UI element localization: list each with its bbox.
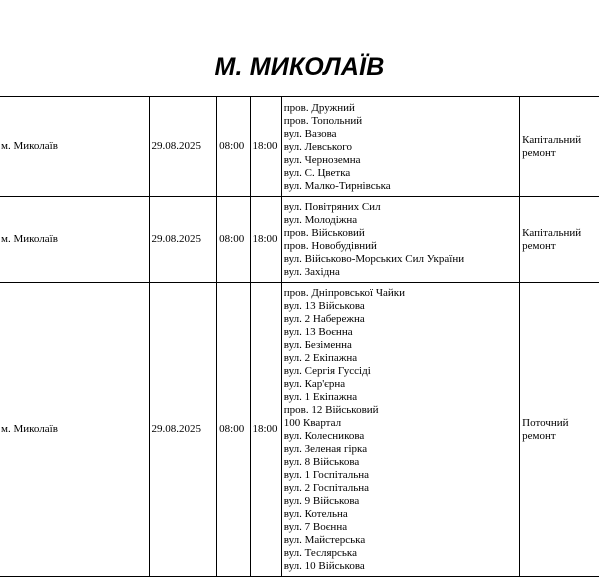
street-item: вул. 1 Екіпажна <box>283 390 358 403</box>
street-item: вул. 1 Госпітальна <box>283 468 370 481</box>
start-time-cell: 08:00 <box>217 197 250 283</box>
street-item: вул. Малко-Тирнівська <box>283 179 391 192</box>
work-type-cell: Поточний ремонт <box>520 283 599 577</box>
date-cell: 29.08.2025 <box>149 197 217 283</box>
streets-cell <box>281 197 519 283</box>
street-item: вул. Черноземна <box>283 153 361 166</box>
end-time-cell: 18:00 <box>250 283 281 577</box>
street-item: вул. 13 Військова <box>283 299 365 312</box>
street-item: вул. Військово-Морських Сил України <box>283 252 465 265</box>
street-item: пров. Військовий <box>283 226 365 239</box>
street-item: вул. 2 Екіпажна <box>283 351 358 364</box>
page-title: М. МИКОЛАЇВ <box>214 53 385 81</box>
table-row <box>0 197 599 283</box>
street-item: вул. Молодіжна <box>283 213 358 226</box>
city-cell: м. Миколаїв <box>0 197 149 283</box>
end-time-cell: 18:00 <box>250 197 281 283</box>
street-item: вул. Західна <box>283 265 340 278</box>
date-cell: 29.08.2025 <box>149 97 217 197</box>
street-item: вул. Колесникова <box>283 429 365 442</box>
street-item: пров. Дніпровської Чайки <box>283 286 405 299</box>
street-item: вул. 8 Військова <box>283 455 360 468</box>
street-item: вул. 2 Госпітальна <box>283 481 370 494</box>
street-item: вул. 2 Набережна <box>283 312 365 325</box>
street-item: вул. Теслярська <box>283 546 357 559</box>
street-item: вул. Майстерська <box>283 533 366 546</box>
street-item: вул. С. Цветка <box>283 166 351 179</box>
end-time-cell: 18:00 <box>250 97 281 197</box>
start-time-cell: 08:00 <box>217 283 250 577</box>
streets-cell <box>281 97 519 197</box>
street-item: вул. Левського <box>283 140 352 153</box>
city-cell: м. Миколаїв <box>0 283 149 577</box>
street-item: вул. 7 Воєнна <box>283 520 348 533</box>
street-item: вул. Сергія Гуссіді <box>283 364 371 377</box>
street-item: вул. 9 Військова <box>283 494 360 507</box>
street-item: пров. Новобудівний <box>283 239 377 252</box>
table-row <box>0 283 599 577</box>
street-item: пров. Дружний <box>283 101 355 114</box>
city-cell: м. Миколаїв <box>0 97 149 197</box>
table-row <box>0 97 599 197</box>
street-item: вул. Котельна <box>283 507 348 520</box>
street-item: вул. 13 Воєнна <box>283 325 353 338</box>
street-item: вул. 10 Військова <box>283 559 365 572</box>
work-type-cell: Капітальний ремонт <box>520 197 599 283</box>
streets-cell <box>281 283 519 577</box>
date-cell: 29.08.2025 <box>149 283 217 577</box>
street-item: пров. Топольний <box>283 114 363 127</box>
street-item: пров. 12 Військовий <box>283 403 379 416</box>
street-item: вул. Вазова <box>283 127 337 140</box>
work-type-cell: Капітальний ремонт <box>520 97 599 197</box>
street-item: вул. Зеленая гірка <box>283 442 368 455</box>
street-item: вул. Безіменна <box>283 338 352 351</box>
outage-schedule-table <box>0 96 599 577</box>
street-item: вул. Кар'єрна <box>283 377 346 390</box>
street-item: вул. Повітряних Сил <box>283 200 381 213</box>
start-time-cell: 08:00 <box>217 97 250 197</box>
street-item: 100 Квартал <box>283 416 342 429</box>
